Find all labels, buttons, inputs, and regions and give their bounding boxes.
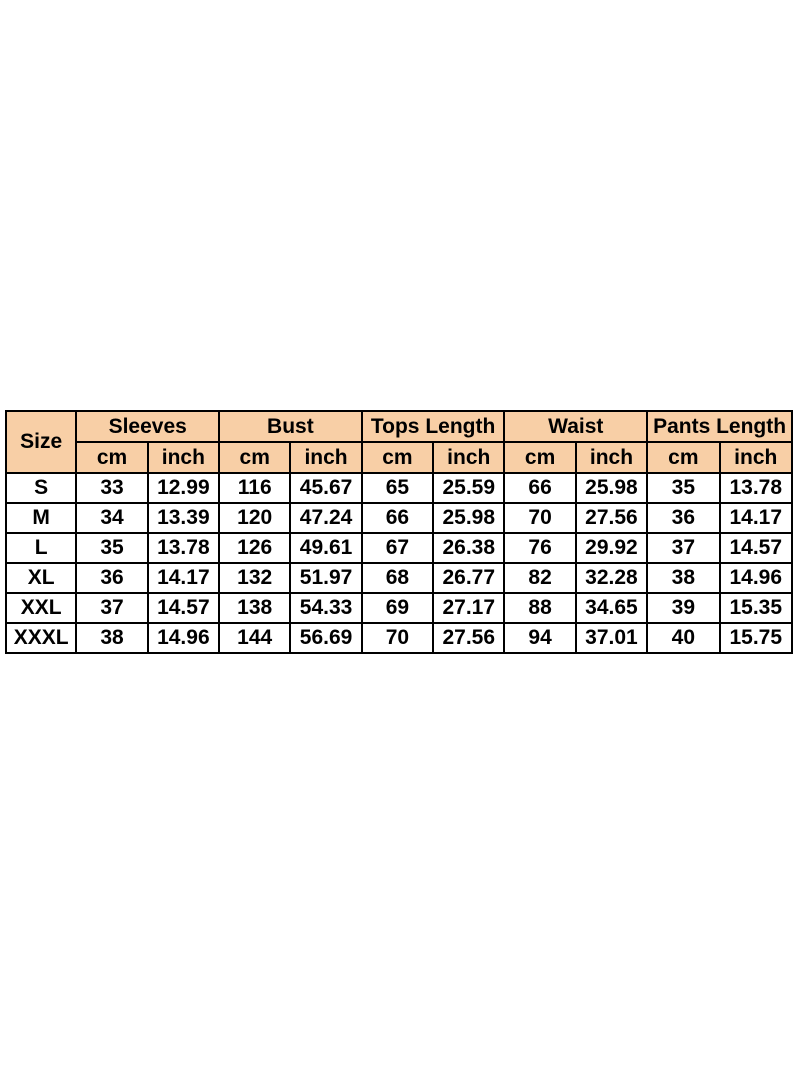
size-cell: L (6, 533, 76, 563)
value-cell: 33 (76, 473, 147, 503)
value-cell: 13.39 (148, 503, 219, 533)
unit-header-cm: cm (362, 442, 433, 473)
value-cell: 82 (504, 563, 575, 593)
group-header-bust: Bust (219, 411, 362, 442)
table-row (6, 503, 792, 533)
value-cell: 26.77 (433, 563, 504, 593)
value-cell: 35 (647, 473, 719, 503)
value-cell: 14.17 (720, 503, 793, 533)
value-cell: 14.96 (148, 623, 219, 653)
group-header-sleeves: Sleeves (76, 411, 219, 442)
size-cell: XXL (6, 593, 76, 623)
value-cell: 14.96 (720, 563, 793, 593)
header-row-groups (6, 411, 792, 442)
value-cell: 56.69 (290, 623, 361, 653)
value-cell: 45.67 (290, 473, 361, 503)
value-cell: 14.17 (148, 563, 219, 593)
value-cell: 15.35 (720, 593, 793, 623)
unit-header-inch: inch (576, 442, 647, 473)
unit-header-inch: inch (433, 442, 504, 473)
table-row (6, 563, 792, 593)
value-cell: 29.92 (576, 533, 647, 563)
table-row (6, 623, 792, 653)
size-chart-table (5, 410, 793, 654)
table-header (6, 411, 792, 473)
value-cell: 120 (219, 503, 290, 533)
value-cell: 70 (504, 503, 575, 533)
unit-header-cm: cm (504, 442, 575, 473)
value-cell: 25.98 (576, 473, 647, 503)
value-cell: 54.33 (290, 593, 361, 623)
value-cell: 51.97 (290, 563, 361, 593)
value-cell: 69 (362, 593, 433, 623)
value-cell: 94 (504, 623, 575, 653)
value-cell: 27.56 (433, 623, 504, 653)
size-cell: XL (6, 563, 76, 593)
value-cell: 39 (647, 593, 719, 623)
value-cell: 25.59 (433, 473, 504, 503)
value-cell: 116 (219, 473, 290, 503)
value-cell: 34 (76, 503, 147, 533)
value-cell: 14.57 (148, 593, 219, 623)
value-cell: 126 (219, 533, 290, 563)
size-column-header: Size (6, 411, 76, 473)
value-cell: 27.17 (433, 593, 504, 623)
unit-header-cm: cm (76, 442, 147, 473)
group-header-waist: Waist (504, 411, 647, 442)
unit-header-inch: inch (148, 442, 219, 473)
value-cell: 38 (647, 563, 719, 593)
value-cell: 13.78 (148, 533, 219, 563)
value-cell: 47.24 (290, 503, 361, 533)
value-cell: 25.98 (433, 503, 504, 533)
size-cell: XXXL (6, 623, 76, 653)
value-cell: 35 (76, 533, 147, 563)
value-cell: 70 (362, 623, 433, 653)
unit-header-cm: cm (219, 442, 290, 473)
value-cell: 37 (76, 593, 147, 623)
group-header-pants-length: Pants Length (647, 411, 792, 442)
size-cell: M (6, 503, 76, 533)
value-cell: 12.99 (148, 473, 219, 503)
table-body (6, 473, 792, 653)
size-cell: S (6, 473, 76, 503)
value-cell: 67 (362, 533, 433, 563)
value-cell: 36 (647, 503, 719, 533)
value-cell: 66 (362, 503, 433, 533)
value-cell: 68 (362, 563, 433, 593)
value-cell: 65 (362, 473, 433, 503)
value-cell: 37.01 (576, 623, 647, 653)
value-cell: 132 (219, 563, 290, 593)
unit-header-cm: cm (647, 442, 719, 473)
unit-header-inch: inch (720, 442, 793, 473)
value-cell: 27.56 (576, 503, 647, 533)
value-cell: 49.61 (290, 533, 361, 563)
unit-header-inch: inch (290, 442, 361, 473)
value-cell: 40 (647, 623, 719, 653)
table-row (6, 593, 792, 623)
group-header-tops-length: Tops Length (362, 411, 505, 442)
value-cell: 34.65 (576, 593, 647, 623)
value-cell: 36 (76, 563, 147, 593)
table-row (6, 533, 792, 563)
value-cell: 138 (219, 593, 290, 623)
value-cell: 14.57 (720, 533, 793, 563)
table-row (6, 473, 792, 503)
header-row-units (6, 442, 792, 473)
value-cell: 76 (504, 533, 575, 563)
value-cell: 37 (647, 533, 719, 563)
value-cell: 15.75 (720, 623, 793, 653)
value-cell: 13.78 (720, 473, 793, 503)
value-cell: 66 (504, 473, 575, 503)
value-cell: 88 (504, 593, 575, 623)
value-cell: 38 (76, 623, 147, 653)
value-cell: 26.38 (433, 533, 504, 563)
value-cell: 32.28 (576, 563, 647, 593)
value-cell: 144 (219, 623, 290, 653)
